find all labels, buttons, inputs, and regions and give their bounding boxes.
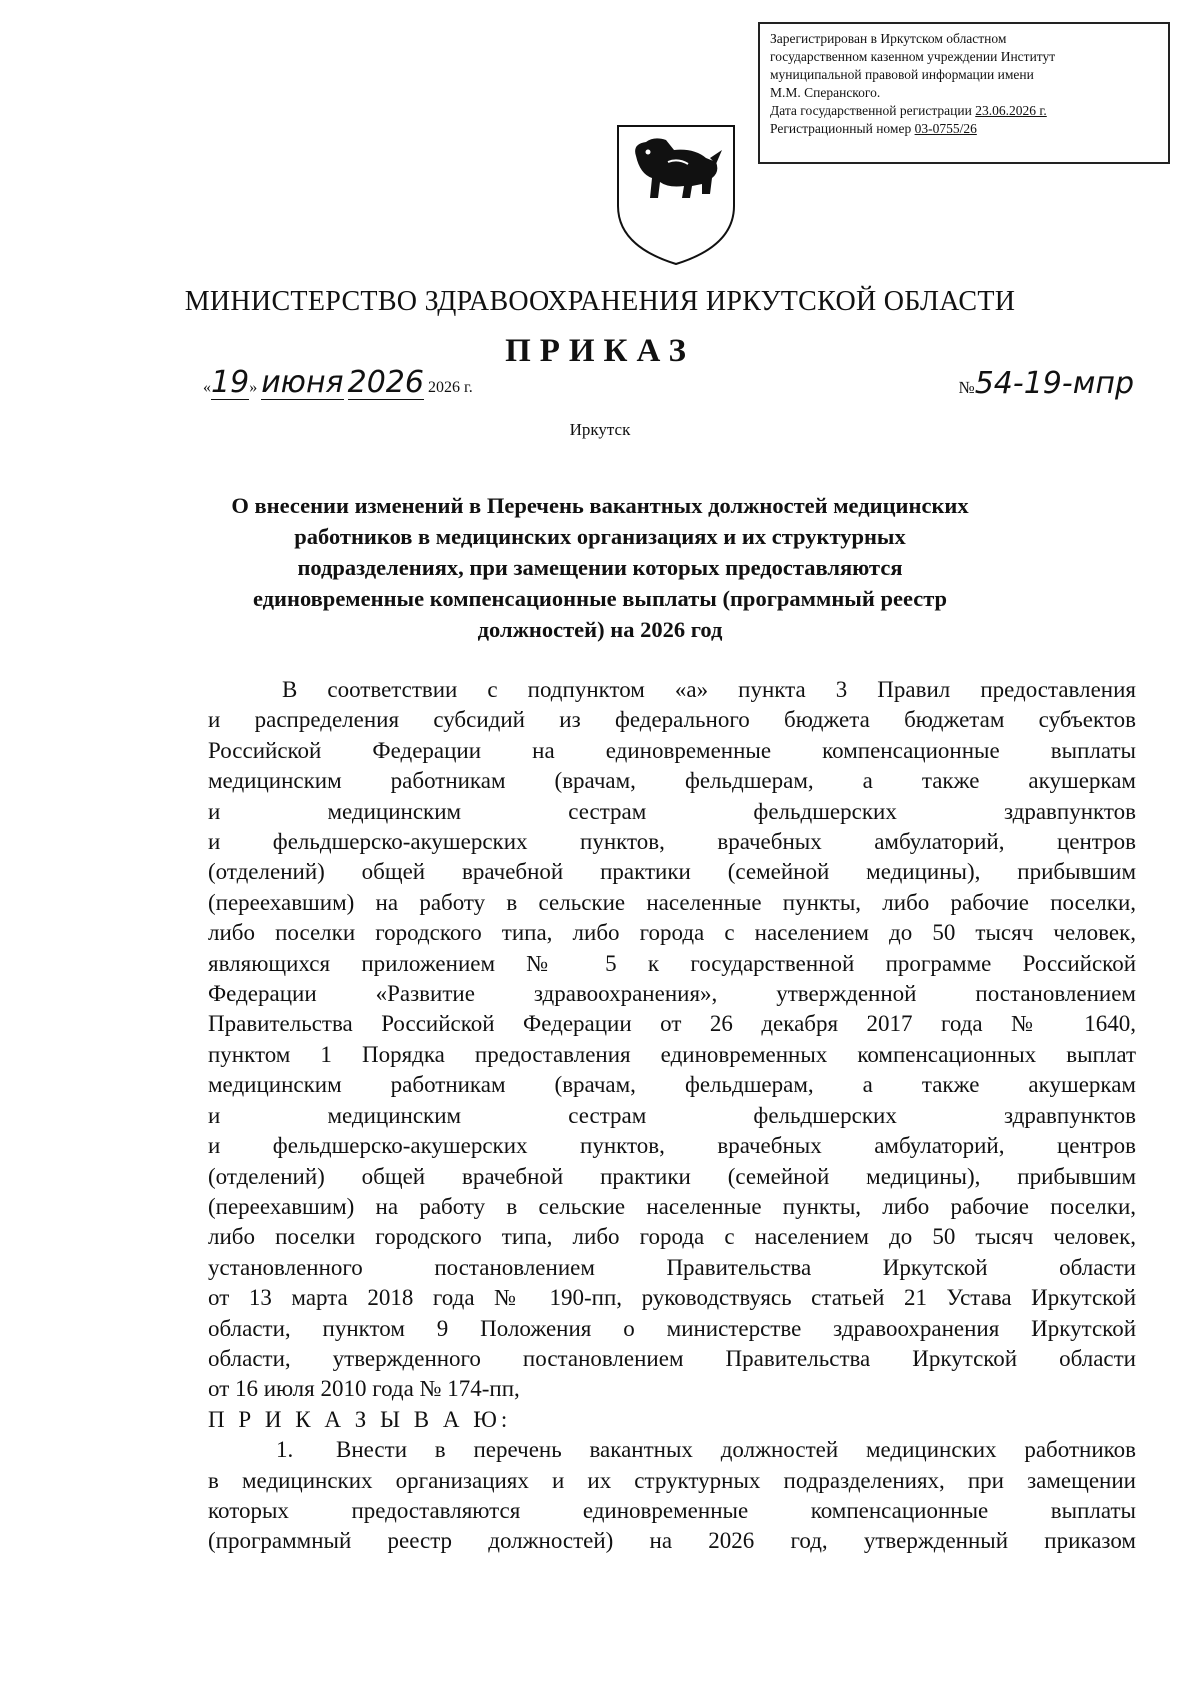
preamble-line: установленного постановлением Правительства Иркутской области: [208, 1254, 1136, 1280]
preamble-line: медицинским работникам (врачам, фельдшерам, а также акушеркам: [208, 1072, 1136, 1098]
registration-date-value: 23.06.2026 г.: [975, 103, 1047, 118]
preamble-line: от 13 марта 2018 года № 190-пп, руководствуясь статьей 21 Устава Иркутской: [208, 1285, 1136, 1311]
preamble-line: (переехавшим) на работу в сельские населенные пункты, либо рабочие поселки,: [208, 1193, 1136, 1219]
registration-number-value: 03-0755/26: [914, 121, 977, 136]
document-title: [160, 490, 1040, 645]
city: Иркутск: [569, 420, 631, 439]
preamble-line: либо поселки городского типа, либо города с населением до 50 тысяч человек,: [208, 1224, 1136, 1250]
registration-number-label: Регистрационный номер: [770, 121, 912, 136]
preamble-line: области, пунктом 9 Положения о министерстве здравоохранения Иркутской: [208, 1315, 1136, 1341]
registration-line: государственном казенном учреждении Институт: [770, 49, 1056, 64]
order-date: [203, 367, 473, 400]
preamble-line: и фельдшерско-акушерских пунктов, врачебных амбулаторий, центров: [208, 1133, 1136, 1159]
title-line: работников в медицинских организациях и их структурных: [294, 524, 906, 549]
preamble-line: являющихся приложением № 5 к государственной программе Российской: [208, 950, 1136, 976]
ministry-name: МИНИСТЕРСТВО ЗДРАВООХРАНЕНИЯ ИРКУТСКОЙ ОБЛАСТИ: [184, 286, 1016, 317]
item-text: Внести в перечень вакантных должностей медицинских работников: [336, 1437, 1136, 1463]
date-close-quote: »: [249, 379, 258, 396]
registration-line: муниципальной правовой информации имени: [770, 67, 1034, 82]
preamble-line: (отделений) общей врачебной практики (семейной медицины), прибывшим: [208, 1163, 1136, 1189]
number-sign: №: [958, 378, 975, 397]
registration-date-label: Дата государственной регистрации: [770, 103, 972, 118]
document-body: [208, 675, 1136, 1557]
preamble-line: пунктом 1 Порядка предоставления единовременных компенсационных выплат: [208, 1041, 1136, 1067]
preamble-line: от 16 июля 2010 года № 174-пп,: [208, 1376, 520, 1402]
registration-stamp: [758, 22, 1170, 164]
preamble-line: и распределения субсидий из федерального бюджета бюджетам субъектов: [208, 707, 1136, 733]
decree-word: П Р И К А З Ы В А Ю:: [208, 1406, 512, 1432]
preamble-line: Федерации «Развитие здравоохранения», утвержденной постановлением: [208, 981, 1136, 1007]
title-line: подразделениях, при замещении которых предоставляются: [297, 555, 903, 580]
number-value: 54-19-мпр: [974, 366, 1134, 401]
preamble-line: Российской Федерации на единовременные компенсационные выплаты: [208, 737, 1136, 763]
coat-of-arms-icon: [612, 118, 740, 268]
preamble: [208, 675, 1136, 1405]
item-line: [208, 1435, 1136, 1465]
order-number: [958, 366, 1134, 401]
preamble-line: и медицинским сестрам фельдшерских здравпунктов: [208, 798, 1136, 824]
date-year-printed: 2026 г.: [427, 379, 473, 396]
item-line: в медицинских организациях и их структурных подразделениях, при замещении: [208, 1467, 1136, 1493]
preamble-line: области, утвержденного постановлением Правительства Иркутской области: [208, 1345, 1136, 1371]
preamble-line: Правительства Российской Федерации от 26 декабря 2017 года № 1640,: [208, 1011, 1136, 1037]
preamble-line: медицинским работникам (врачам, фельдшерам, а также акушеркам: [208, 768, 1136, 794]
registration-number: [770, 120, 1158, 138]
date-year-handwritten: 2026: [347, 365, 424, 400]
item-1: [208, 1435, 1136, 1557]
registration-line: М.М. Сперанского.: [770, 85, 881, 100]
item-line: которых предоставляются единовременные компенсационные выплаты: [208, 1497, 1136, 1523]
preamble-line: либо поселки городского типа, либо города с населением до 50 тысяч человек,: [208, 920, 1136, 946]
preamble-line: (отделений) общей врачебной практики (семейной медицины), прибывшим: [208, 859, 1136, 885]
item-line: (программный реестр должностей) на 2026 год, утвержденный приказом: [208, 1528, 1136, 1554]
item-number: 1.: [276, 1437, 294, 1463]
preamble-line: и медицинским сестрам фельдшерских здравпунктов: [208, 1102, 1136, 1128]
date-open-quote: «: [203, 379, 211, 396]
date-month: июня: [261, 365, 344, 400]
registration-date: [770, 102, 1158, 120]
title-line: О внесении изменений в Перечень вакантных должностей медицинских: [231, 493, 969, 518]
preamble-line: (переехавшим) на работу в сельские населенные пункты, либо рабочие поселки,: [208, 889, 1136, 915]
document-type: ПРИКАЗ: [505, 333, 695, 369]
preamble-line: и фельдшерско-акушерских пунктов, врачебных амбулаторий, центров: [208, 829, 1136, 855]
registration-line: Зарегистрирован в Иркутском областном: [770, 31, 1007, 46]
title-line: должностей) на 2026 год: [477, 617, 723, 642]
preamble-line: В соответствии с подпунктом «а» пункта 3 Правил предоставления: [282, 677, 1136, 702]
title-line: единовременные компенсационные выплаты (программный реестр: [252, 586, 948, 611]
date-day: 19: [211, 365, 250, 400]
